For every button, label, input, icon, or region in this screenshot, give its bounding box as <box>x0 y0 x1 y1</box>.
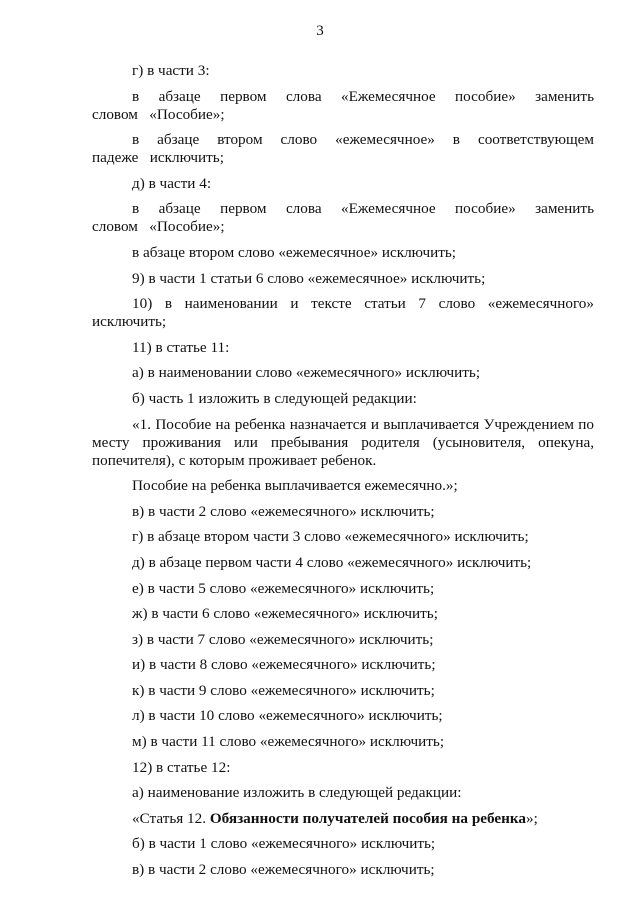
paragraph: в абзаце первом слова «Ежемесячное пособие» заменить словом «Пособие»; <box>92 87 594 123</box>
paragraph: л) в части 10 слово «ежемесячного» исключить; <box>132 707 443 725</box>
paragraph: д) в части 4: <box>132 174 212 192</box>
paragraph: 9) в части 1 статьи 6 слово «ежемесячное» исключить; <box>132 269 486 287</box>
paragraph: б) в части 1 слово «ежемесячного» исключить; <box>132 835 436 853</box>
document-body <box>92 62 594 879</box>
paragraph: «1. Пособие на ребенка назначается и выплачивается Учреждением по месту проживания или пребывания родителя (усыновителя, опекуна, попечителя), с которым проживает ребенок. <box>92 415 594 469</box>
article-title-bold: Обязанности получателей пособия на ребенка <box>209 809 527 827</box>
paragraph: в абзаце втором слово «ежемесячное» исключить; <box>132 243 456 261</box>
paragraph: в) в части 2 слово «ежемесячного» исключить; <box>132 861 435 879</box>
paragraph: з) в части 7 слово «ежемесячного» исключить; <box>132 630 434 648</box>
paragraph: г) в части 3: <box>132 62 210 79</box>
paragraph: к) в части 9 слово «ежемесячного» исключить; <box>132 681 435 699</box>
paragraph: в) в части 2 слово «ежемесячного» исключить; <box>132 502 435 520</box>
paragraph: г) в абзаце втором части 3 слово «ежемесячного» исключить; <box>132 528 529 546</box>
paragraph: д) в абзаце первом части 4 слово «ежемесячного» исключить; <box>132 553 532 571</box>
paragraph: в абзаце втором слово «ежемесячное» в соответствующем падеже исключить; <box>92 131 594 167</box>
article-title-prefix: «Статья 12. <box>132 809 210 827</box>
paragraph: а) в наименовании слово «ежемесячного» исключить; <box>132 364 481 382</box>
paragraph: в абзаце первом слова «Ежемесячное пособие» заменить словом «Пособие»; <box>92 200 594 236</box>
article-title-suffix: »; <box>526 809 538 827</box>
paragraph: 10) в наименовании и тексте статьи 7 слово «ежемесячного» исключить; <box>92 295 594 331</box>
paragraph: Пособие на ребенка выплачивается ежемесячно.»; <box>132 477 458 495</box>
paragraph: 12) в статье 12: <box>132 758 231 776</box>
paragraph: ж) в части 6 слово «ежемесячного» исключить; <box>132 605 438 623</box>
paragraph: 11) в статье 11: <box>132 338 230 356</box>
page-number: 3 <box>316 23 324 39</box>
article-title-paragraph <box>92 810 594 828</box>
paragraph: б) часть 1 изложить в следующей редакции: <box>132 389 417 407</box>
paragraph: а) наименование изложить в следующей редакции: <box>132 784 462 802</box>
paragraph: м) в части 11 слово «ежемесячного» исключить; <box>132 733 445 751</box>
paragraph: е) в части 5 слово «ежемесячного» исключить; <box>132 579 435 597</box>
paragraph: и) в части 8 слово «ежемесячного» исключить; <box>132 656 436 674</box>
